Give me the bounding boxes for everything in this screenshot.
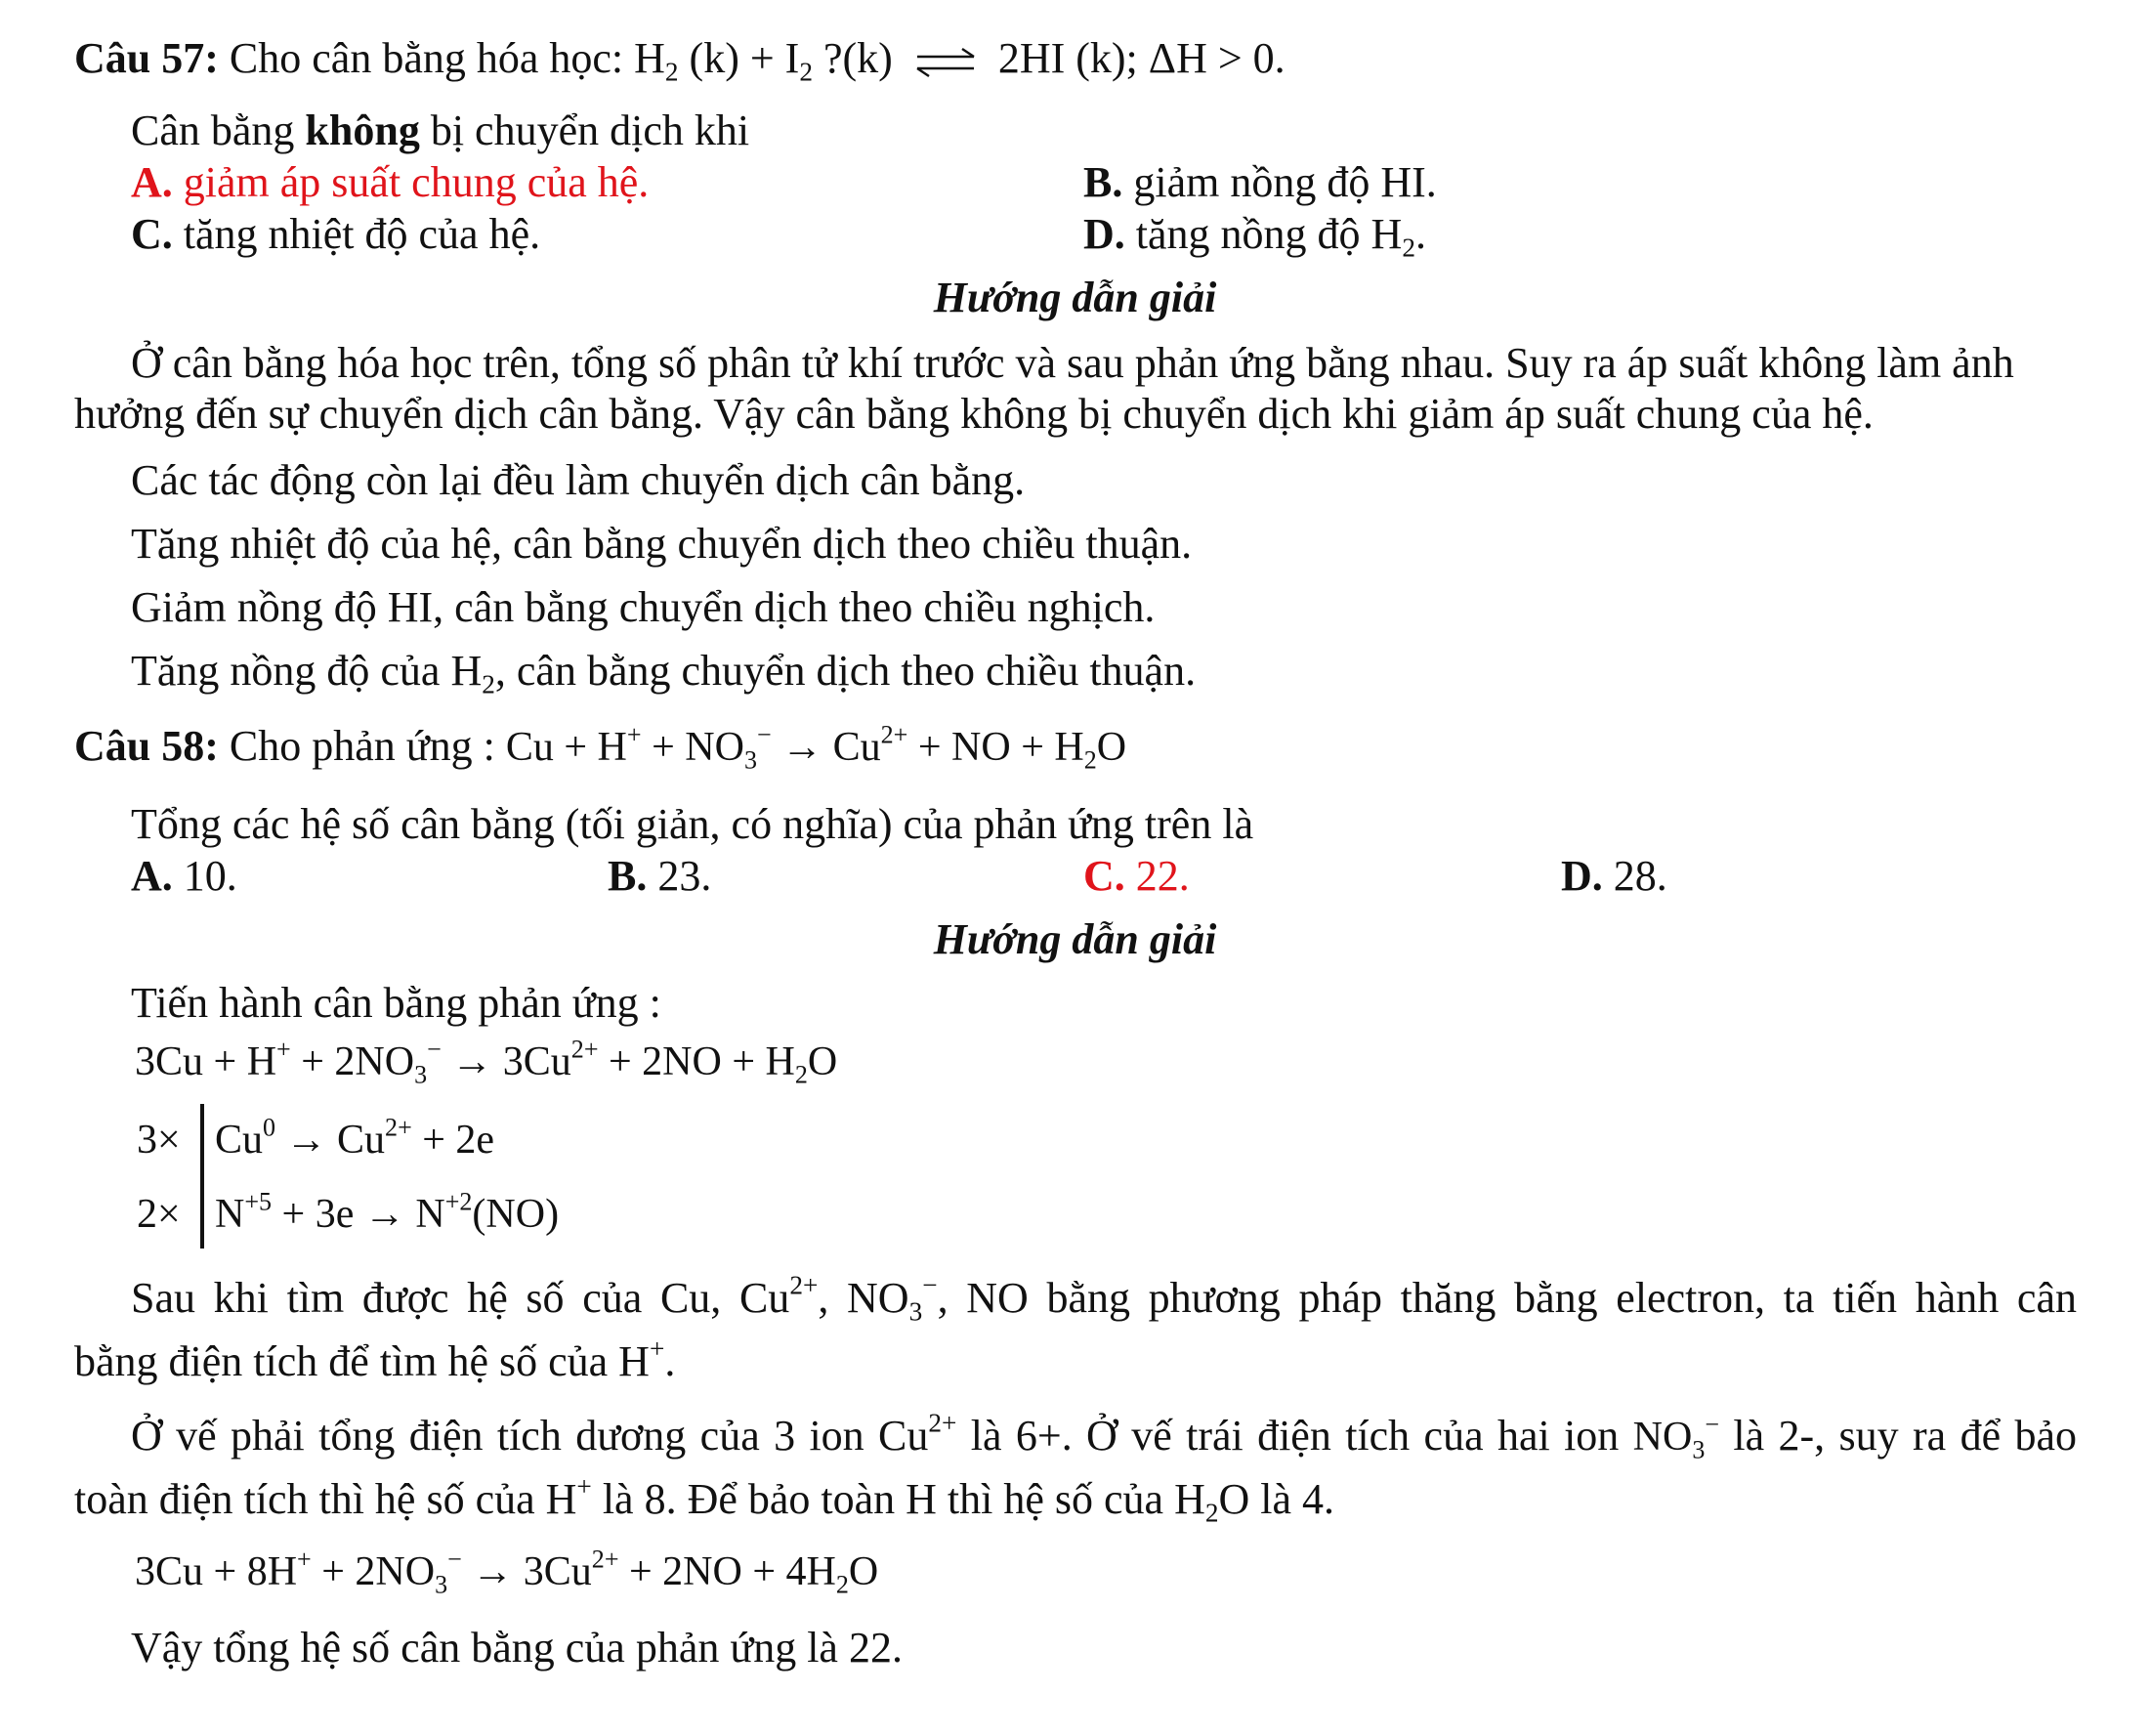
q57-option-c[interactable]: C. tăng nhiệt độ của hệ. xyxy=(131,210,541,258)
q57-guide-heading: Hướng dẫn giải xyxy=(933,274,1217,321)
q58-equation-partial: $3Cu + H^+ + 2NO_3^- \to 3Cu^{2+} + 2NO + H_2O$ xyxy=(135,1035,838,1089)
q57-stem: Cân bằng không bị chuyển dịch khi xyxy=(131,106,750,154)
q58-guide-heading: Hướng dẫn giải xyxy=(933,915,1217,963)
q58-option-c[interactable]: C. 22. xyxy=(1083,852,1190,900)
q58-stem: Tổng các hệ số cân bằng (tối giản, có nghĩa) của phản ứng trên là xyxy=(131,800,1254,848)
q58-equation-balanced: $3Cu + 8H^+ + 2NO_3^- \to 3Cu^{2+} + 2NO + 4H_2O$ xyxy=(135,1545,879,1599)
q57-explanation-1b: hưởng đến sự chuyển dịch cân bằng. Vậy cân bằng không bị chuyển dịch khi giảm áp suất chung của hệ. xyxy=(74,390,1874,438)
q57-explanation-1a: Ở cân bằng hóa học trên, tổng số phân tử khí trước và sau phản ứng bằng nhau. Suy ra áp suất không làm ảnh xyxy=(131,339,2014,387)
q57-explanation-5: Tăng nồng độ của $H_2$, cân bằng chuyển dịch theo chiều thuận. xyxy=(131,647,1197,699)
q57-option-d[interactable]: D. tăng nồng độ $H_2$. xyxy=(1083,210,1426,263)
half-reaction-reduction: $N^{+5} + 3e \to N^{+2}(NO)$ xyxy=(215,1187,560,1237)
q58-option-b[interactable]: B. 23. xyxy=(608,852,712,900)
q58-option-a[interactable]: A. 10. xyxy=(131,852,237,900)
q57-explanation-3: Tăng nhiệt độ của hệ, cân bằng chuyển dịch theo chiều thuận. xyxy=(131,520,1193,568)
q57-explanation-2: Các tác động còn lại đều làm chuyển dịch cân bằng. xyxy=(131,456,1026,504)
q58-option-d[interactable]: D. 28. xyxy=(1561,852,1667,900)
multiplier-1: 3× xyxy=(137,1118,181,1163)
half-reaction-bracket xyxy=(200,1104,204,1249)
q58-reaction-equation: $Cu + H^+ + NO_3^- \to Cu^{2+}$ + NO + $H_2O$ xyxy=(505,720,1127,775)
equilibrium-arrow-icon xyxy=(911,46,980,79)
q57-option-a[interactable]: A. giảm áp suất chung của hệ. xyxy=(131,158,650,206)
q57-question: Câu 57: Cho cân bằng hóa học: $H_2$ $(k) + I_2$ ?(k) 2HI (k); ΔH > 0. xyxy=(74,34,1286,87)
q57-label: Câu 57: xyxy=(74,34,219,82)
q58-step-1: Tiến hành cân bằng phản ứng : xyxy=(131,979,661,1027)
half-reaction-oxidation: $Cu^0 \to Cu^{2+} + 2e$ xyxy=(215,1113,495,1163)
q58-question: Câu 58: Cho phản ứng : $Cu + H^+ + NO_3^- \to Cu^{2+}$ + NO + $H_2O$ xyxy=(74,720,1127,775)
q57-option-b[interactable]: B. giảm nồng độ HI. xyxy=(1083,158,1437,206)
q58-paragraph-2b: toàn điện tích thì hệ số của H+ là 8. Để bảo toàn H thì hệ số của $H_2O$ là 4. xyxy=(74,1471,1335,1528)
q58-conclusion: Vậy tổng hệ số cân bằng của phản ứng là 22. xyxy=(131,1624,903,1672)
q58-paragraph-2a: Ở vế phải tổng điện tích dương của 3 ion $Cu^{2+}$ là 6+. Ở vế trái điện tích của hai ion $NO_3^-$ là 2-, suy ra để bảo xyxy=(131,1408,2077,1464)
multiplier-2: 2× xyxy=(137,1192,181,1237)
q58-paragraph-1a: Sau khi tìm được hệ số của Cu, $Cu^{2+}$, $NO_3^-$, NO bằng phương pháp thăng bằng electron, ta tiến hành cân xyxy=(131,1270,2077,1327)
q58-label: Câu 58: xyxy=(74,722,219,770)
q58-paragraph-1b: bằng điện tích để tìm hệ số của H+. xyxy=(74,1334,676,1385)
q57-explanation-4: Giảm nồng độ HI, cân bằng chuyển dịch theo chiều nghịch. xyxy=(131,583,1156,631)
